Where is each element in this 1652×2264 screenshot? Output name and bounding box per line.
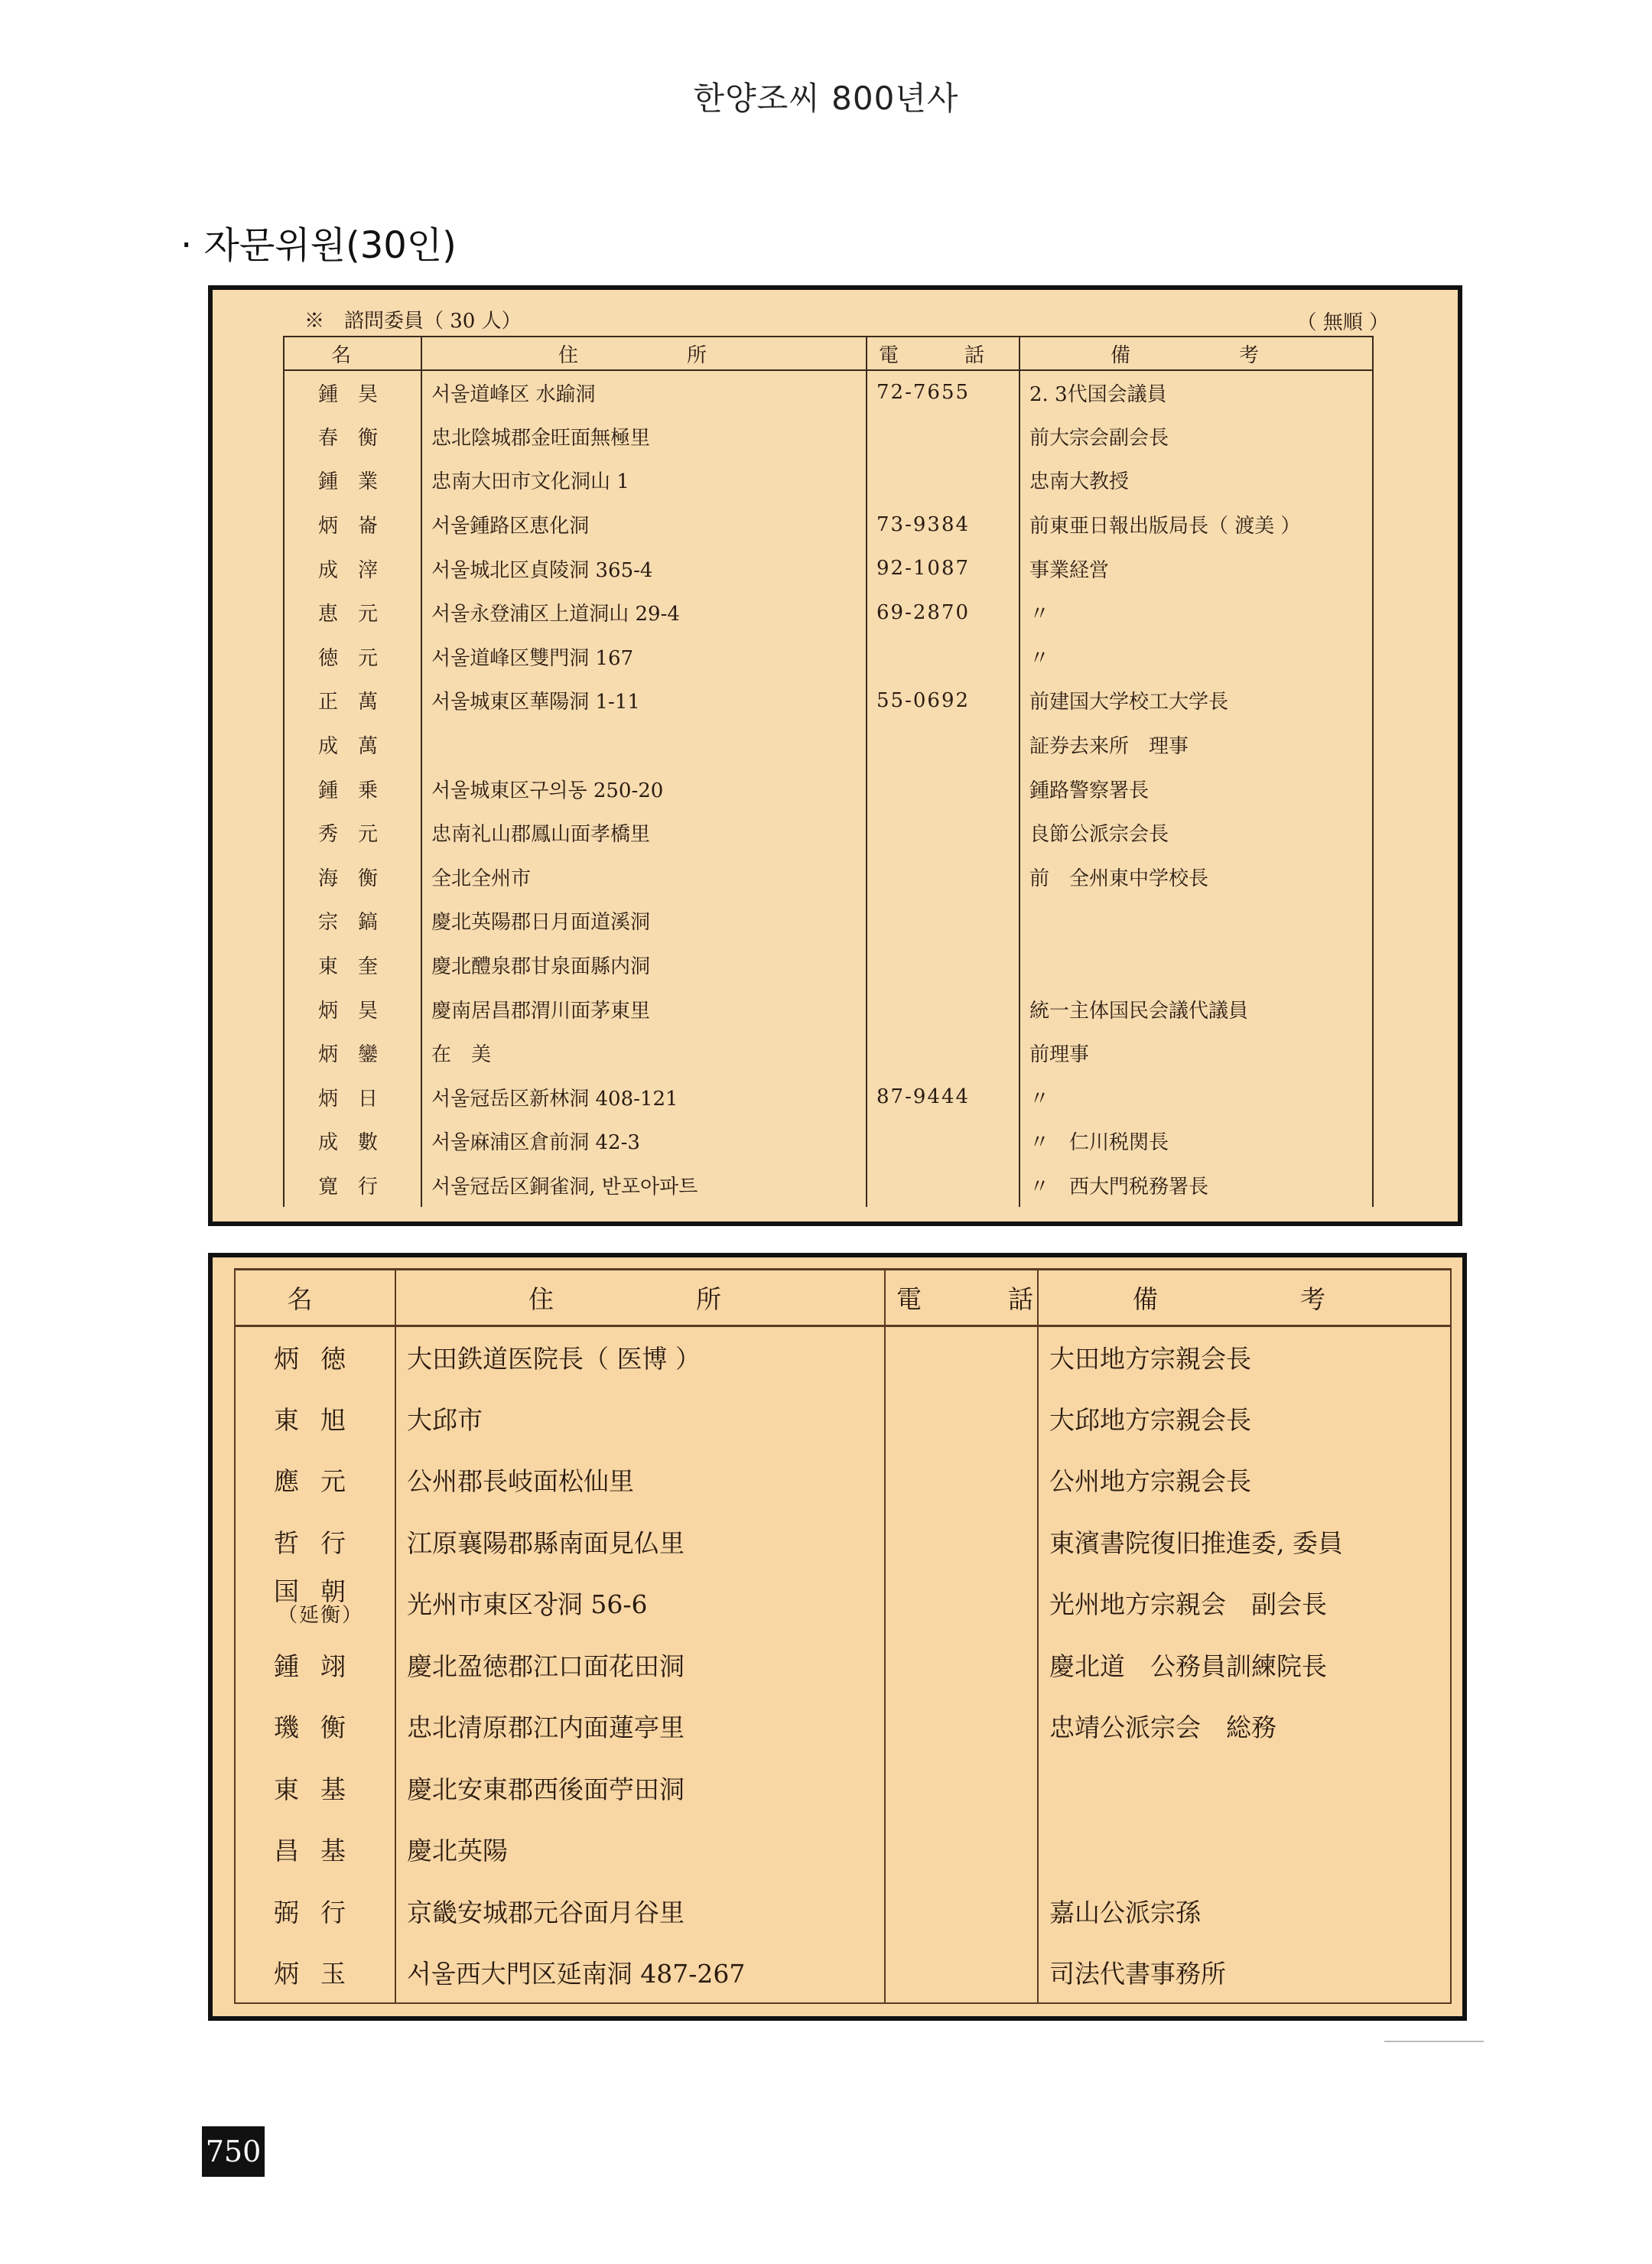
table-row	[235, 1326, 1451, 1388]
member-note	[1019, 899, 1373, 943]
member-note: 前理事	[1019, 1031, 1373, 1075]
member-address: 서울鍾路区恵化洞	[421, 503, 867, 547]
column-header-phone: 電 話	[867, 337, 1019, 370]
table-row	[235, 1880, 1451, 1942]
member-name: 正萬	[284, 678, 421, 723]
member-name: 鍾昊	[284, 370, 421, 415]
table-row	[235, 1573, 1451, 1635]
member-name: 宗鎬	[284, 899, 421, 943]
member-phone: 69-2870	[867, 590, 1019, 635]
member-address: 慶北盈徳郡江口面花田洞	[395, 1634, 885, 1696]
table-row	[284, 1075, 1373, 1120]
member-phone	[885, 1511, 1038, 1573]
table-row	[284, 370, 1373, 415]
member-address: 서울道峰区 水踰洞	[421, 370, 867, 415]
roster-order-note: （ 無順 ）	[1296, 311, 1389, 334]
member-note: 良節公派宗会長	[1019, 811, 1373, 855]
member-note: 大邱地方宗親会長	[1038, 1387, 1451, 1449]
column-header-note: 備 考	[1038, 1270, 1451, 1326]
member-address: 慶北英陽郡日月面道溪洞	[421, 899, 867, 943]
member-note	[1019, 943, 1373, 987]
member-name: 東基	[235, 1757, 395, 1819]
member-name-text: 国朝	[274, 1576, 367, 1606]
member-name: 鍾翊	[235, 1634, 395, 1696]
member-phone	[885, 1326, 1038, 1388]
member-address: 서울城東区구의동 250-20	[421, 766, 867, 811]
table-row	[235, 1819, 1451, 1881]
member-phone	[867, 1119, 1019, 1163]
table-row	[284, 458, 1373, 503]
member-phone	[867, 723, 1019, 767]
member-name: 炳徳	[235, 1326, 395, 1388]
member-address: 公州郡長岐面松仙里	[395, 1449, 885, 1511]
member-note: 忠靖公派宗会 総務	[1038, 1696, 1451, 1758]
member-phone	[885, 1696, 1038, 1758]
member-note	[1038, 1757, 1451, 1819]
table-row	[284, 1119, 1373, 1163]
member-address: 慶北醴泉郡甘泉面縣内洞	[421, 943, 867, 987]
member-address: 在 美	[421, 1031, 867, 1075]
table-row	[284, 811, 1373, 855]
member-phone	[867, 943, 1019, 987]
member-name: 璣衡	[235, 1696, 395, 1758]
member-address: 忠北陰城郡金旺面無極里	[421, 415, 867, 459]
table-row	[284, 987, 1373, 1031]
member-phone	[867, 811, 1019, 855]
member-address	[421, 723, 867, 767]
member-address: 忠南礼山郡鳳山面孝橋里	[421, 811, 867, 855]
member-name: 鍾乗	[284, 766, 421, 811]
member-address: 光州市東区장洞 56-6	[395, 1573, 885, 1635]
member-note: 2. 3代国会議員	[1019, 370, 1373, 415]
page-number: 750	[202, 2126, 265, 2177]
member-address: 서울永登浦区上道洞山 29-4	[421, 590, 867, 635]
column-header-address: 住 所	[395, 1270, 885, 1326]
member-phone	[885, 1942, 1038, 2004]
member-name: 昌基	[235, 1819, 395, 1881]
member-note: 事業経営	[1019, 546, 1373, 590]
advisory-roster-scan-2	[208, 1253, 1467, 2021]
member-note: 〃	[1019, 590, 1373, 635]
member-name: 春衡	[284, 415, 421, 459]
member-address: 慶南居昌郡渭川面茅東里	[421, 987, 867, 1031]
member-phone	[885, 1757, 1038, 1819]
member-phone	[867, 987, 1019, 1031]
member-address: 慶北英陽	[395, 1819, 885, 1881]
table-row	[284, 1163, 1373, 1208]
member-name: 成滓	[284, 546, 421, 590]
table-row	[235, 1449, 1451, 1511]
table-row	[284, 1031, 1373, 1075]
member-address: 서울道峰区雙門洞 167	[421, 635, 867, 679]
member-note: 〃	[1019, 635, 1373, 679]
member-note: 前 全州東中学校長	[1019, 855, 1373, 899]
member-name: 恵元	[284, 590, 421, 635]
member-phone	[885, 1819, 1038, 1881]
column-header-name: 名	[235, 1270, 395, 1326]
member-name: 炳昊	[284, 987, 421, 1031]
member-address: 京畿安城郡元谷面月谷里	[395, 1880, 885, 1942]
member-name	[235, 1573, 395, 1635]
member-name: 炳日	[284, 1075, 421, 1120]
member-note	[1038, 1819, 1451, 1881]
member-address: 慶北安東郡西後面苧田洞	[395, 1757, 885, 1819]
roster-table-1	[283, 336, 1374, 1207]
table-row	[235, 1634, 1451, 1696]
table-row	[284, 635, 1373, 679]
member-phone: 73-9384	[867, 503, 1019, 547]
table-row	[284, 943, 1373, 987]
member-address: 서울冠岳区新林洞 408-121	[421, 1075, 867, 1120]
member-note: 光州地方宗親会 副会長	[1038, 1573, 1451, 1635]
column-header-name: 名	[284, 337, 421, 370]
member-name: 寛行	[284, 1163, 421, 1208]
member-name: 徳元	[284, 635, 421, 679]
member-note: 前東亜日報出版局長（ 渡美 ）	[1019, 503, 1373, 547]
member-phone	[867, 415, 1019, 459]
member-name: 鍾業	[284, 458, 421, 503]
member-note: 統一主体国民会議代議員	[1019, 987, 1373, 1031]
member-note: 慶北道 公務員訓練院長	[1038, 1634, 1451, 1696]
member-note: 東濱書院復旧推進委, 委員	[1038, 1511, 1451, 1573]
roster-caption: ※ 諮問委員（ 30 人）	[304, 310, 522, 333]
member-note: 大田地方宗親会長	[1038, 1326, 1451, 1388]
column-header-note: 備 考	[1019, 337, 1373, 370]
column-header-phone: 電 話	[885, 1270, 1038, 1326]
table-row	[284, 503, 1373, 547]
member-phone: 72-7655	[867, 370, 1019, 415]
member-address: 大邱市	[395, 1387, 885, 1449]
member-note: 〃 西大門税務署長	[1019, 1163, 1373, 1208]
member-phone: 87-9444	[867, 1075, 1019, 1120]
member-address: 서울城東区華陽洞 1-11	[421, 678, 867, 723]
section-title: · 자문위원(30인)	[180, 224, 457, 267]
advisory-roster-scan-1	[208, 285, 1462, 1226]
table-row	[235, 1511, 1451, 1573]
member-note: 〃 仁川税関長	[1019, 1119, 1373, 1163]
member-phone	[885, 1634, 1038, 1696]
member-phone	[885, 1880, 1038, 1942]
member-phone	[867, 899, 1019, 943]
member-name: 炳崙	[284, 503, 421, 547]
member-name: 弼行	[235, 1880, 395, 1942]
member-address: 全北全州市	[421, 855, 867, 899]
table-header-row	[284, 337, 1373, 370]
member-phone	[867, 635, 1019, 679]
member-note: 公州地方宗親会長	[1038, 1449, 1451, 1511]
member-note: 司法代書事務所	[1038, 1942, 1451, 2004]
table-row	[284, 415, 1373, 459]
member-name: 秀元	[284, 811, 421, 855]
member-name: 海衡	[284, 855, 421, 899]
member-phone	[867, 855, 1019, 899]
running-header: 한양조씨 800년사	[693, 80, 959, 117]
member-phone	[867, 1031, 1019, 1075]
member-phone	[867, 766, 1019, 811]
member-name: 東奎	[284, 943, 421, 987]
member-address: 江原襄陽郡縣南面見仏里	[395, 1511, 885, 1573]
divider-line	[1384, 2041, 1484, 2042]
member-phone	[867, 458, 1019, 503]
member-phone	[885, 1387, 1038, 1449]
member-note: 前建国大学校工大学長	[1019, 678, 1373, 723]
member-note: 前大宗会副会長	[1019, 415, 1373, 459]
member-address: 서울城北区貞陵洞 365-4	[421, 546, 867, 590]
member-phone: 92-1087	[867, 546, 1019, 590]
table-row	[284, 723, 1373, 767]
table-row	[284, 678, 1373, 723]
table-row	[284, 546, 1373, 590]
member-address: 忠北清原郡江内面蓮亭里	[395, 1696, 885, 1758]
member-address: 서울冠岳区銅雀洞, 반포아파트	[421, 1163, 867, 1208]
member-name-stack	[274, 1576, 367, 1627]
member-note: 証券去来所 理事	[1019, 723, 1373, 767]
member-name: 哲行	[235, 1511, 395, 1573]
member-phone	[885, 1449, 1038, 1511]
member-phone	[867, 1163, 1019, 1208]
member-note: 嘉山公派宗孫	[1038, 1880, 1451, 1942]
member-address: 서울西大門区延南洞 487-267	[395, 1942, 885, 2004]
roster-table-2	[234, 1268, 1452, 2004]
table-row	[235, 1696, 1451, 1758]
member-alt-name: （延衡）	[277, 1603, 363, 1627]
table-row	[284, 899, 1373, 943]
table-row	[235, 1757, 1451, 1819]
table-row	[284, 855, 1373, 899]
member-address: 大田鉄道医院長（ 医博 ）	[395, 1326, 885, 1388]
table-row	[284, 766, 1373, 811]
member-name: 炳鑾	[284, 1031, 421, 1075]
table-row	[235, 1942, 1451, 2004]
member-name: 成數	[284, 1119, 421, 1163]
member-name: 東旭	[235, 1387, 395, 1449]
member-note: 鍾路警察署長	[1019, 766, 1373, 811]
member-note: 忠南大教授	[1019, 458, 1373, 503]
member-name: 成萬	[284, 723, 421, 767]
member-address: 忠南大田市文化洞山 1	[421, 458, 867, 503]
table-row	[284, 590, 1373, 635]
column-header-address: 住 所	[421, 337, 867, 370]
member-name: 炳玉	[235, 1942, 395, 2004]
member-address: 서울麻浦区倉前洞 42-3	[421, 1119, 867, 1163]
member-note: 〃	[1019, 1075, 1373, 1120]
table-row	[235, 1387, 1451, 1449]
member-name: 應元	[235, 1449, 395, 1511]
member-phone: 55-0692	[867, 678, 1019, 723]
member-phone	[885, 1573, 1038, 1635]
table-header-row	[235, 1270, 1451, 1326]
